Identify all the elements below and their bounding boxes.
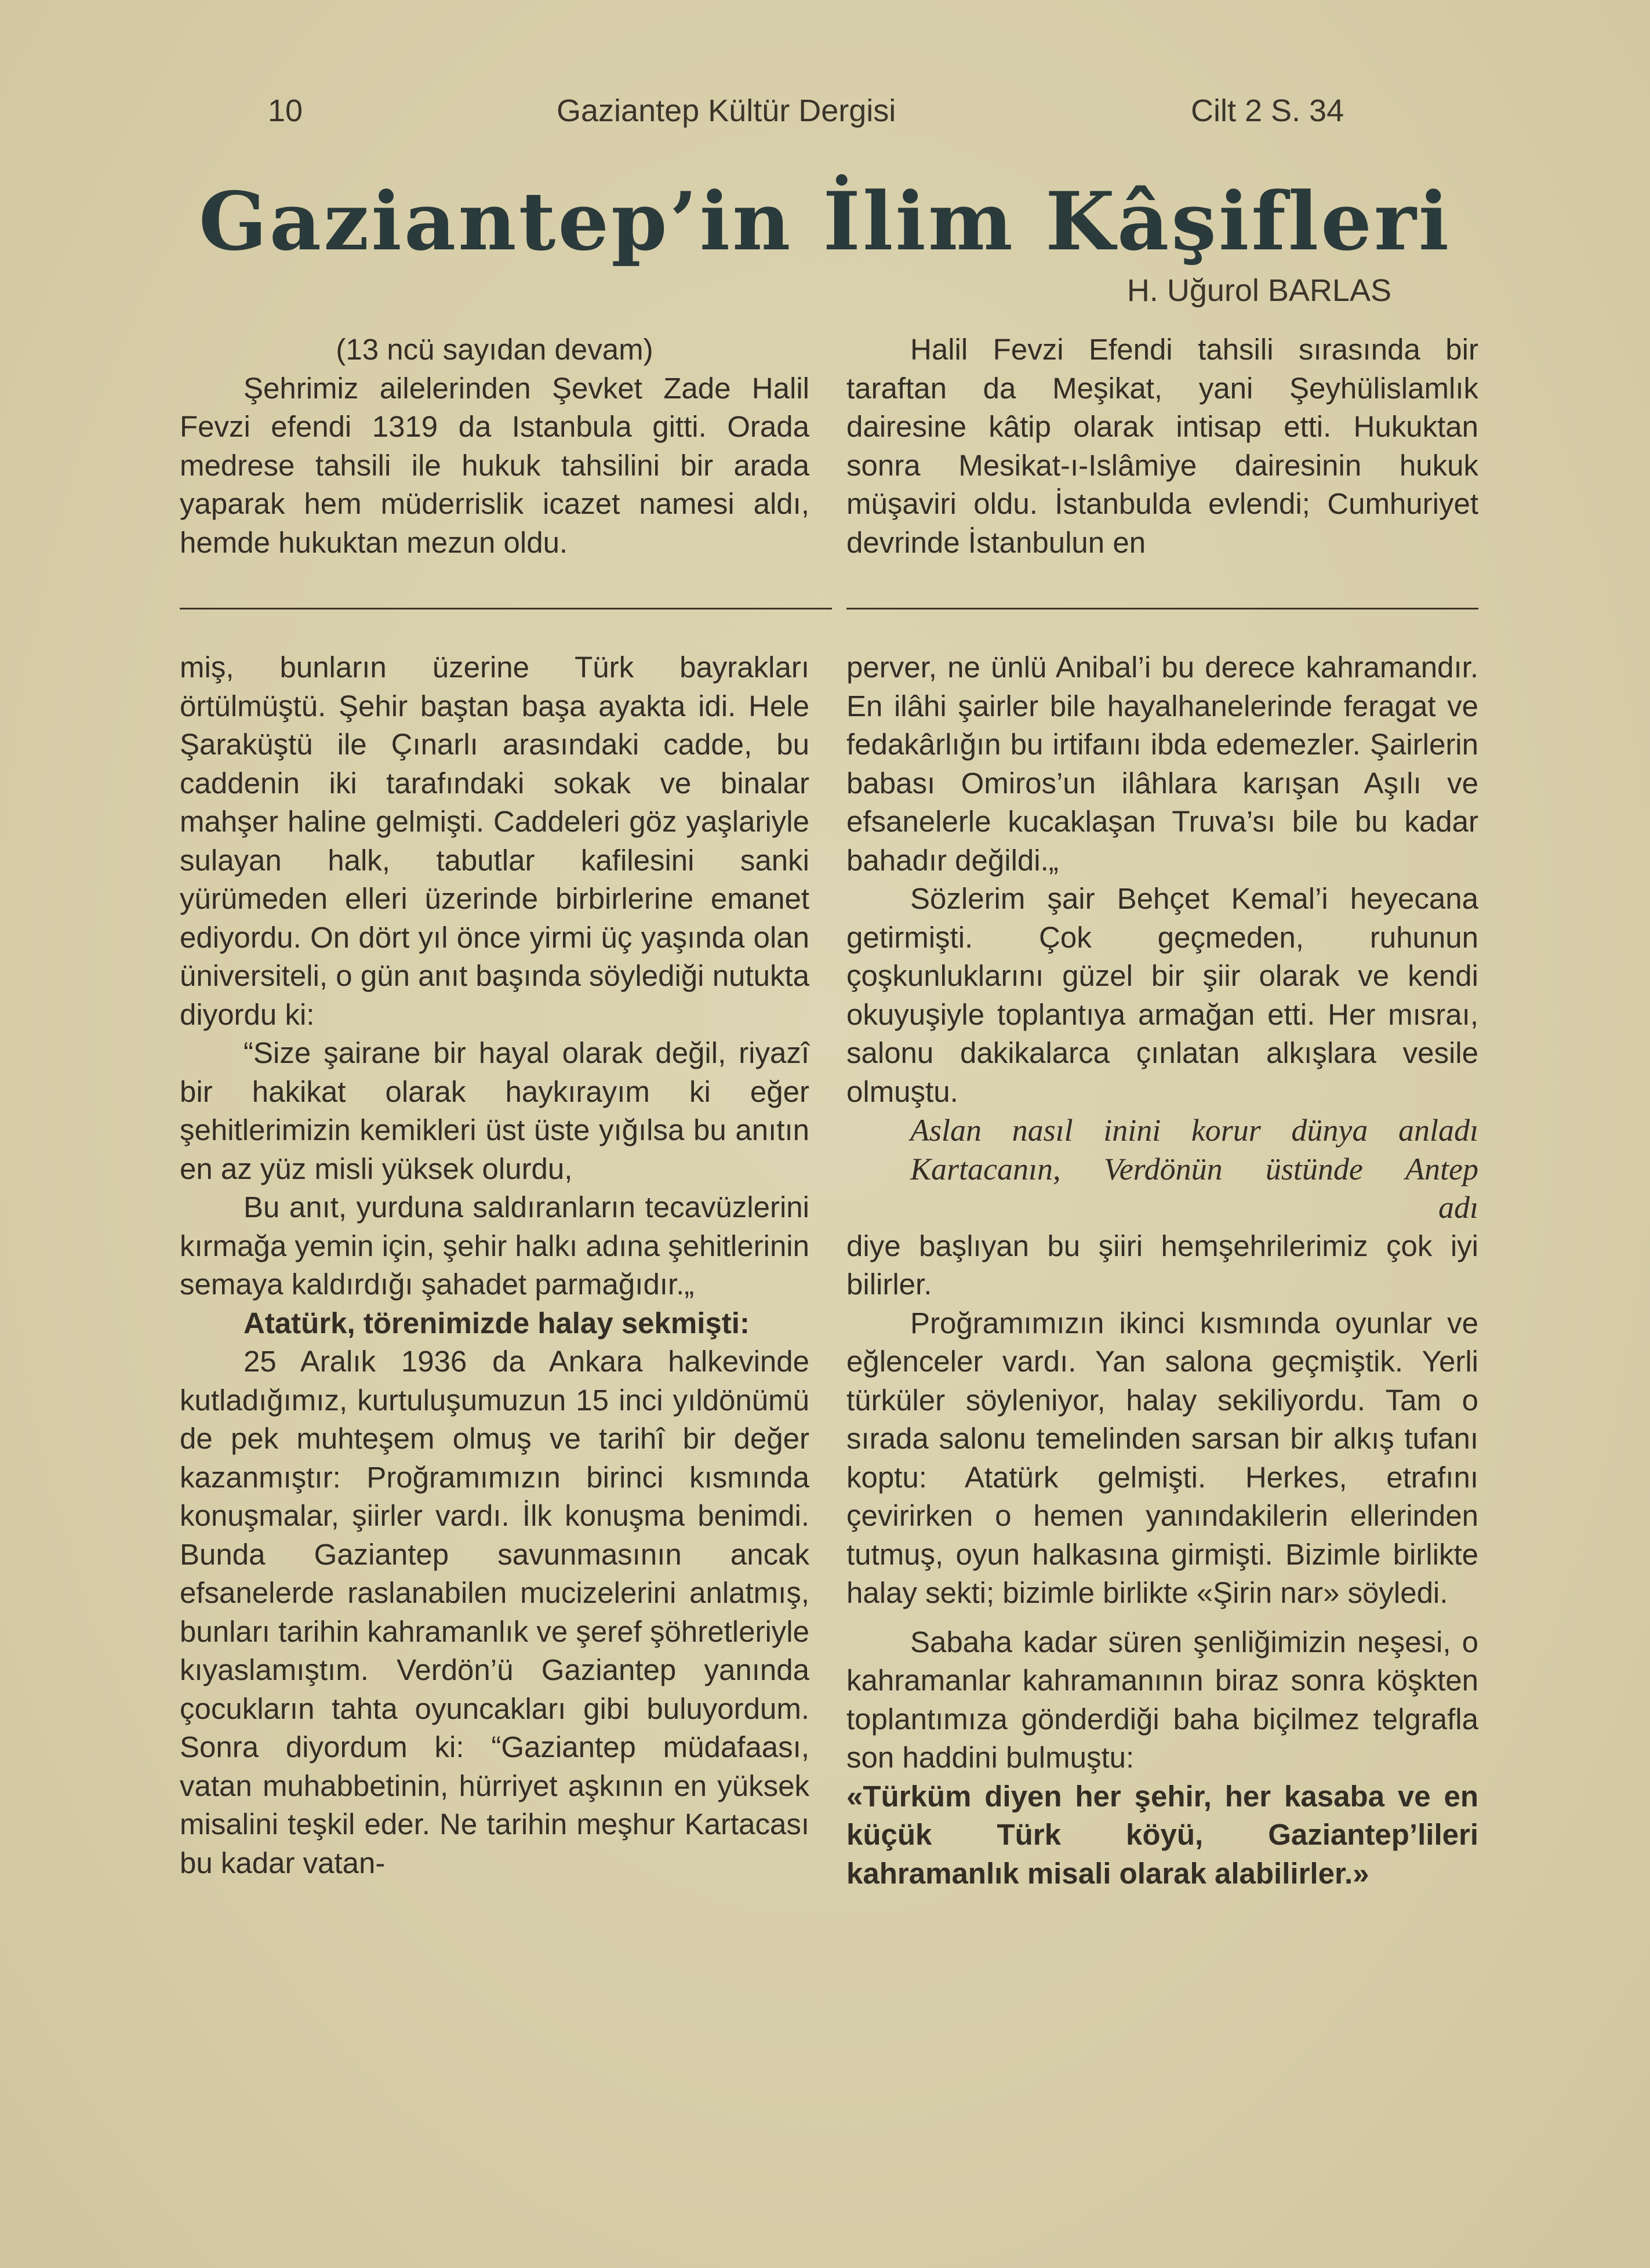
article-title: Gaziantep’in İlim Kâşifleri xyxy=(198,174,1452,268)
paragraph: miş, bunların üzerine Türk bayrakları örtülmüştü. Şehir baştan başa ayakta idi. Hele Şaraküştü ile Çınarlı arasındaki cadde, bu caddenin iki tarafındaki sokak ve binalar mahşer haline gelmişti. Caddeleri göz yaşlariyle sulayan halk, tabutlar kafilesini sanki yürümeden elleri üzerinde birbirlerine emanet ediyordu. On dört yıl önce yirmi üç yaşında olan üniversiteli, o gün anıt başında söylediği nutukta diyordu ki: xyxy=(180,651,809,1031)
page-number: 10 xyxy=(268,93,303,128)
article-author: H. Uğurol BARLAS xyxy=(1126,273,1391,308)
bottom-left-column xyxy=(180,648,809,1882)
section-divider-left xyxy=(180,608,832,609)
issue-number: Cilt 2 S. 34 xyxy=(1191,93,1344,128)
telegram-quote: «Türküm diyen her şehir, her kasaba ve en küçük Türk köyü, Gaziantep’lileri kahramanlık misali olarak alabilirler.» xyxy=(846,1779,1478,1890)
paragraph: Halil Fevzi Efendi tahsili sırasında bir taraftan da Meşikat, yani Şeyhülislamlık dairesine kâtip olarak intisap etti. Hukuktan sonra Mesikat-ı-Islâmiye dairesinin hukuk müşaviri oldu. İstanbulda evlendi; Cumhuriyet devrinde İstanbulun en xyxy=(846,333,1478,559)
quote-paragraph: Bu anıt, yurduna saldıranların tecavüzlerini kırmağa yemin için, şehir halkı adına şehitlerinin semaya kaldırdığı şahadet parmağıdır.„ xyxy=(180,1191,809,1301)
paragraph: Sözlerim şair Behçet Kemal’i heyecana getirmişti. Çok geçmeden, ruhunun çoşkunluklarını güzel bir şiir olarak ve kendi okuyuşiyle toplantıya armağan etti. Her mısraı, salonu dakikalarca çınlatan alkışlara vesile olmuştu. xyxy=(846,882,1478,1108)
top-left-column xyxy=(180,331,809,562)
verse-line: Aslan nasıl inini korur dünya anladı xyxy=(910,1113,1478,1148)
paragraph: Proğramımızın ikinci kısmında oyunlar ve eğlenceler vardı. Yan salona geçmiştik. Yerli türküler söyleniyor, halay sekiliyordu. Tam o sırada salonu temelinden sarsan bir alkış tufanı koptu: Atatürk gelmişti. Herkes, etrafını çevirirken o hemen yanındakilerin ellerinden tutmuş, oyun halkasına girmişti. Bizimle birlikte halay sekti; bizimle birlikte «Şirin nar» söyledi. xyxy=(846,1306,1478,1609)
verse-line: Kartacanın, Verdönün üstünde Antep xyxy=(910,1151,1478,1186)
verse-line: adı xyxy=(1438,1190,1478,1225)
paragraph: 25 Aralık 1936 da Ankara halkevinde kutladığımız, kurtuluşumuzun 15 inci yıldönümü de pek muhteşem olmuş ve tarihî bir değer kazanmıştır: Proğramımızın birinci kısmında konuşmalar, şiirler vardı. İlk konuşma benimdi. Bunda Gaziantep savunmasının ancak efsanelerde raslanabilen mucizelerini anlatmış, bunları tarihin kahramanlık ve şeref şöhretleriyle kıyaslamıştım. Verdön’ü Gaziantep yanında çocukların tahta oyuncakları gibi buluyordum. Sonra diyordum ki: “Gaziantep müdafaası, vatan muhabbetinin, hürriyet aşkının en yüksek misalini teşkil eder. Ne tarihin meşhur Kartacası bu kadar vatan- xyxy=(180,1345,809,1879)
paragraph: diye başlıyan bu şiiri hemşehrilerimiz çok iyi bilirler. xyxy=(846,1229,1478,1301)
paragraph: Sabaha kadar süren şenliğimizin neşesi, o kahramanlar kahramanının biraz sonra köşkten toplantımıza gönderdiği baha biçilmez telgrafla son haddini bulmuştu: xyxy=(846,1625,1478,1774)
bottom-right-column xyxy=(846,648,1478,1893)
continuation-note: (13 ncü sayıdan devam) xyxy=(336,333,653,366)
paragraph: perver, ne ünlü Anibal’i bu derece kahramandır. En ilâhi şairler bile hayalhanelerinde feragat ve fedakârlığın bu irtifaını ibda edemezler. Şairlerin babası Omiros’un ilâhlara karışan Aşılı ve efsanelerle kucaklaşan Truva’sı bile bu kadar bahadır değildi.„ xyxy=(846,651,1478,877)
top-right-column xyxy=(846,331,1478,562)
journal-name: Gaziantep Kültür Dergisi xyxy=(557,93,896,128)
running-header xyxy=(0,93,1650,139)
quote-paragraph: “Size şairane bir hayal olarak değil, riyazî bir hakikat olarak haykırayım ki eğer şehitlerimizin kemikleri üst üste yığılsa bu anıtın en az yüz misli yüksek olurdu, xyxy=(180,1036,809,1185)
paragraph: Şehrimiz ailelerinden Şevket Zade Halil Fevzi efendi 1319 da Istanbula gitti. Orada medrese tahsili ile hukuk tahsilini bir arada yaparak hem müderrislik icazet namesi aldı, hemde hukuktan mezun oldu. xyxy=(180,371,809,559)
section-divider-right xyxy=(846,608,1478,609)
section-heading: Atatürk, törenimizde halay sekmişti: xyxy=(243,1306,750,1340)
